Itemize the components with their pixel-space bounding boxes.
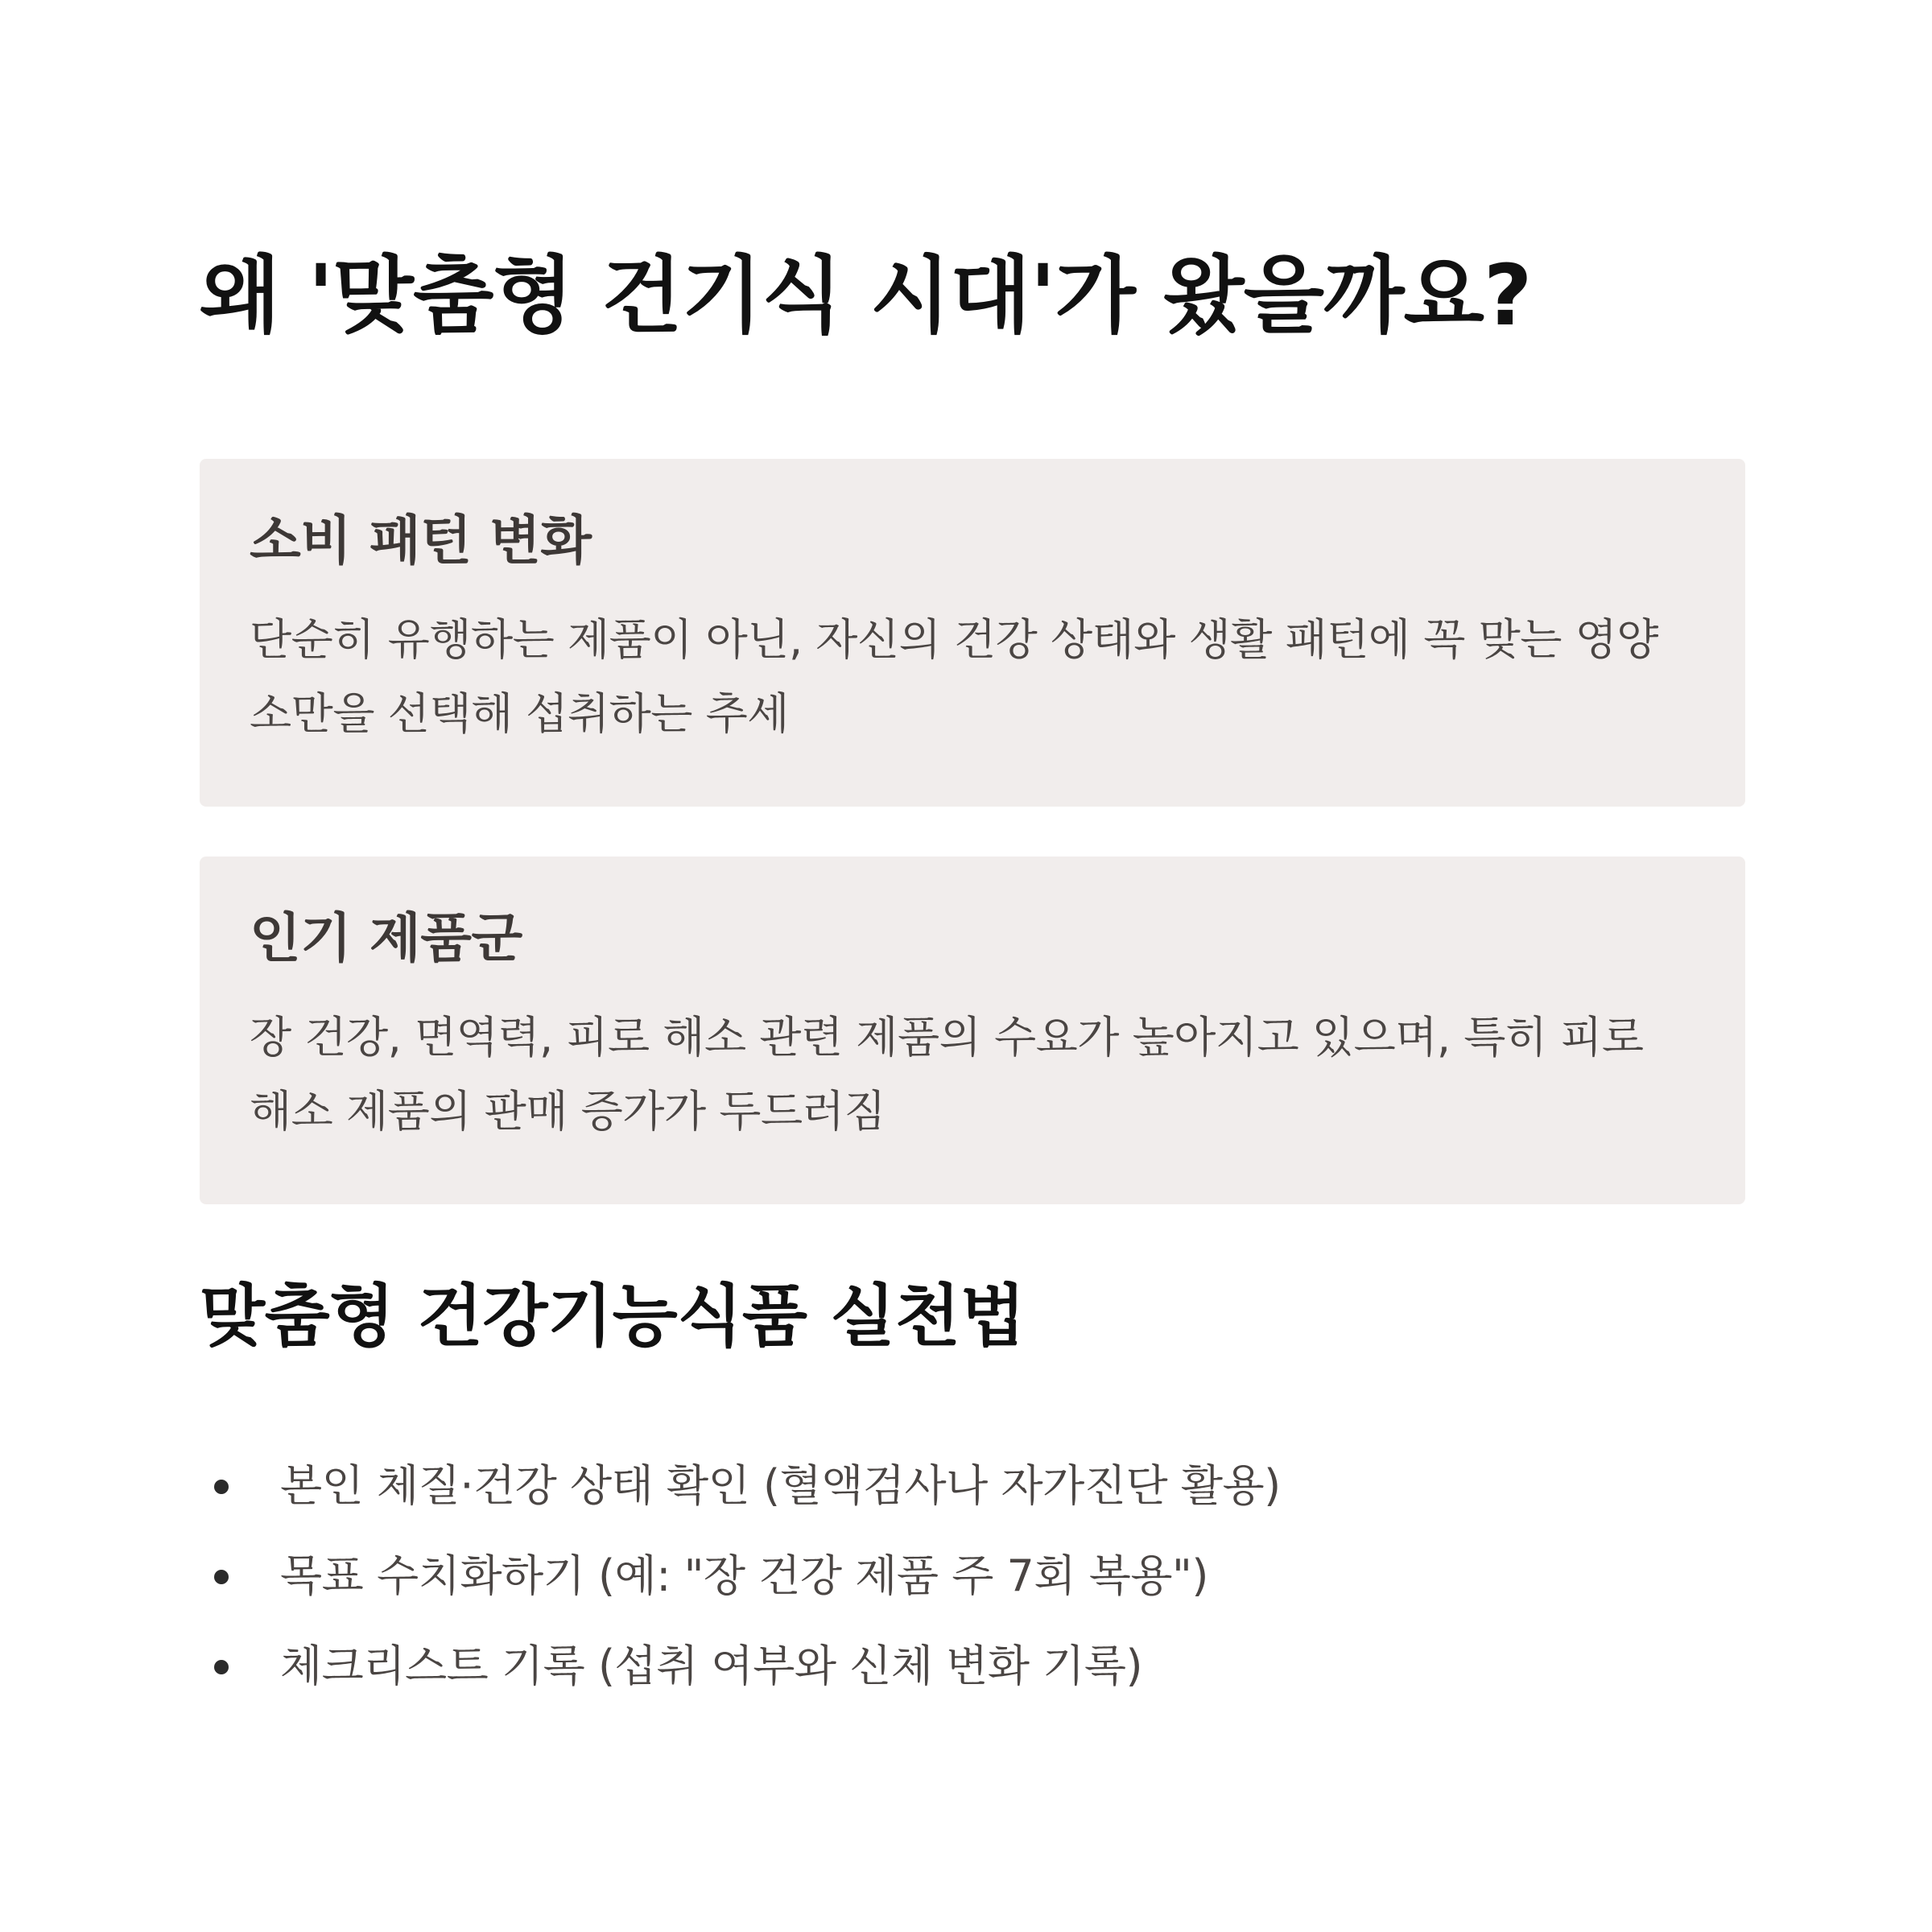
bullet-icon <box>214 1660 229 1674</box>
list-item-text: 목표 수치화하기 (예: "장 건강 제품 주 7회 복용") <box>280 1550 1208 1601</box>
list-item <box>200 1441 1281 1531</box>
list-item-text: 본인 체질·건강 상태 확인 (혈액검사나 자가진단 활용) <box>280 1460 1281 1511</box>
list-item <box>200 1531 1281 1621</box>
page-title: 왜 '맞춤형 건기식 시대'가 왔을까요? <box>200 246 1532 345</box>
info-card-consumption-pattern <box>200 459 1745 807</box>
bullet-icon <box>214 1570 229 1584</box>
section-title: 맞춤형 건강기능식품 실천법 <box>200 1277 1026 1356</box>
list-item-text: 체크리스트 기록 (섭취 여부와 신체 변화 기록) <box>280 1641 1143 1691</box>
card-body: 단순히 유행하는 제품이 아닌, 자신의 건강 상태와 생활 패턴에 꼭 맞는 영양소만을 선택해 섭취하는 추세 <box>250 614 1658 740</box>
info-card-popular-products <box>200 857 1745 1204</box>
card-title: 인기 제품군 <box>250 907 522 969</box>
card-body: 장 건강, 면역력, 피로 해소 관련 제품의 수요가 높아지고 있으며, 특히 피로 해소 제품의 판매 증가가 두드러짐 <box>250 1012 1644 1137</box>
bullet-icon <box>214 1480 229 1494</box>
card-title: 소비 패턴 변화 <box>250 510 592 572</box>
practice-list <box>200 1441 1281 1711</box>
list-item <box>200 1621 1281 1711</box>
